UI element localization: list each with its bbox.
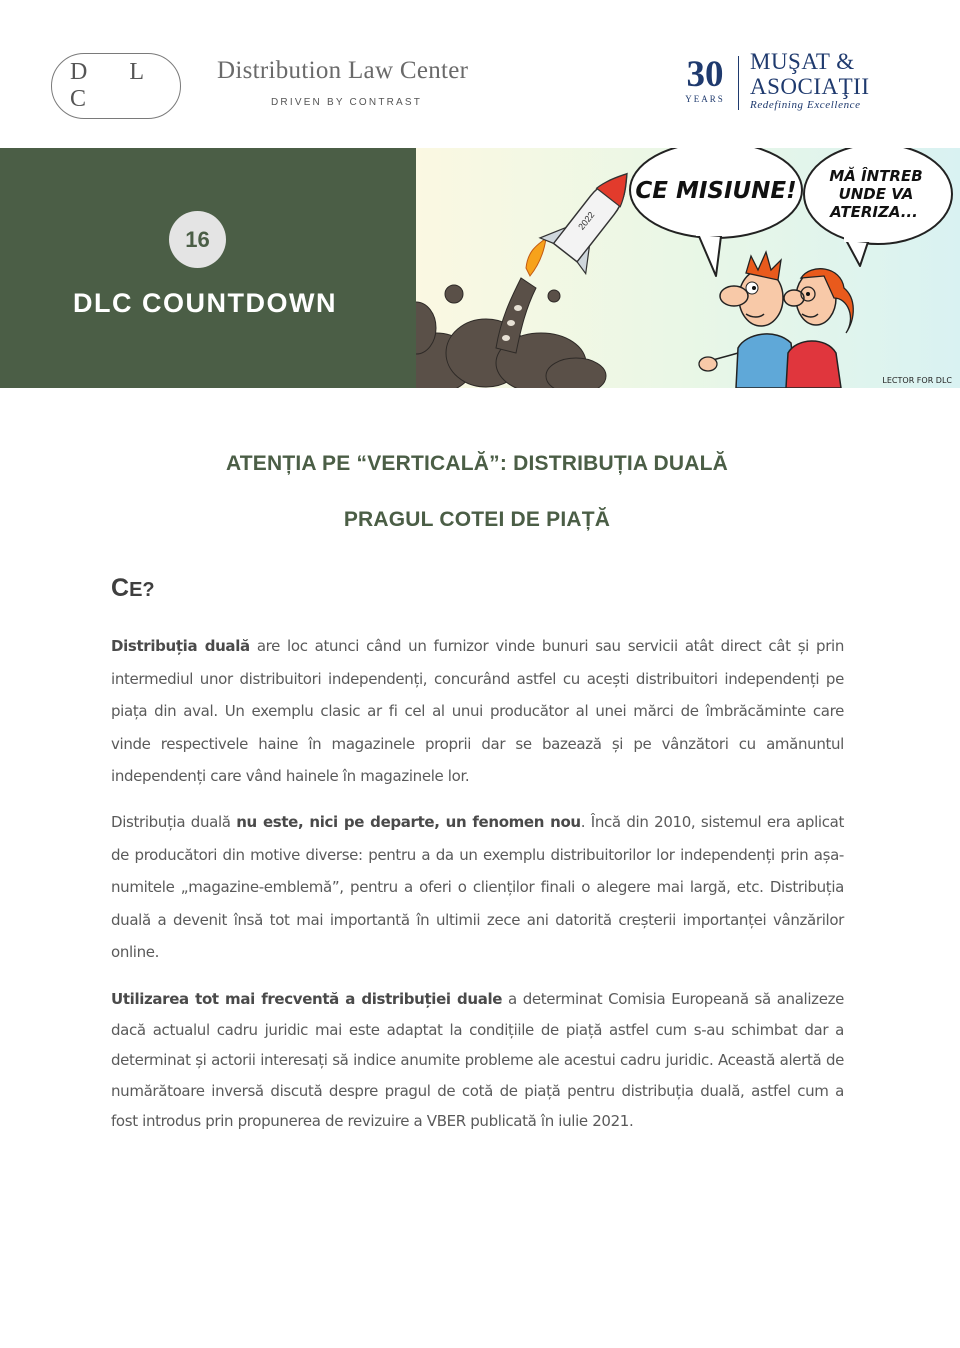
bubble-left-text: CE MISIUNE! [635, 178, 797, 204]
paragraph-3 [111, 984, 844, 1137]
paragraph-3-lead: Utilizarea tot mai frecventă a distribuției duale [111, 990, 503, 1008]
paragraph-1-text: are loc atunci când un furnizor vinde bunuri sau servicii atât direct cât și prin intermediul unor distribuitori independenți, concurând astfel cu acești distribuitori independenți pe piața din aval. Un exemplu clasic ar fi cel al unui producător al unei mărci de îmbrăcăminte care vinde respectivele haine în magazinele proprii dar se bazează și pe vânzători cu amănuntul independenți care vând hainele în magazinele lor. [111, 637, 844, 785]
dlc-tagline: DRIVEN BY CONTRAST [271, 97, 423, 108]
partner-name-line2: ASOCIAŢII [750, 74, 870, 99]
dlc-name: Distribution Law Center [217, 57, 469, 84]
section-heading-rest: E? [129, 579, 155, 601]
document-title-line2: PRAGUL COTEI DE PIAȚĂ [343, 508, 611, 531]
section-heading-first: C [111, 574, 130, 602]
paragraph-2-after: . Încă din 2010, sistemul era aplicat de producători din motive diverse: pentru a da un exemplu distribuitorilor lor independenți prin așa-numitele „magazine-emblemă”, pentru a oferi o clienților finali o alegere mai largă, etc. Distribuția duală a devenit însă tot mai importantă în ultimii zece ani datorită creșterii importanței vânzărilor online. [111, 813, 844, 961]
paragraph-2 [111, 806, 844, 969]
rocket-label: 2022 [576, 209, 597, 232]
paragraph-3-text: a determinat Comisia Europeană să analizeze dacă actualul cadru juridic mai este adaptat la condițiile de piață astfel cum s-au schimbat dar a determinat și actorii interesați să indice anumite probleme ale acestui cadru juridic. Această alertă de numărătoare inversă discută despre pragul de cotă de piață pentru distribuția duală, astfel cum a fost introdus prin propunerea de revizuire a VBER publicată în iulie 2021. [111, 990, 844, 1130]
paragraph-2-bold: nu este, nici pe departe, un fenomen nou [236, 813, 581, 831]
cartoon-illustration [416, 148, 960, 388]
partner-years-label: YEARS [685, 94, 725, 104]
page-header [0, 0, 960, 148]
bubble-right-line3: ATERIZA... [830, 203, 918, 221]
partner-slogan: Redefining Excellence [750, 99, 861, 111]
partner-anniversary-badge [682, 56, 728, 104]
countdown-number-badge: 16 [169, 211, 226, 268]
paragraph-2-before: Distribuția duală [111, 813, 237, 831]
partner-logo-divider [738, 56, 739, 110]
countdown-banner [0, 148, 416, 388]
partner-name-line1: MUŞAT & [750, 49, 855, 74]
series-title: DLC COUNTDOWN [73, 288, 337, 318]
paragraph-1-lead: Distribuția duală [111, 637, 250, 655]
paragraph-1 [111, 630, 844, 793]
section-heading [111, 574, 155, 603]
partner-logo [750, 49, 870, 111]
bubble-right-line2: UNDE VA [838, 185, 914, 203]
dlc-logo-letters: D L C [70, 59, 162, 112]
dlc-logo [51, 53, 181, 119]
partner-years-number: 30 [686, 54, 724, 95]
document-title-line1: ATENȚIA PE “VERTICALĂ”: DISTRIBUȚIA DUALĂ [225, 452, 729, 475]
bubble-right-line1: MĂ ÎNTREB [829, 167, 923, 185]
cartoon-credit: LECTOR FOR DLC [882, 376, 952, 385]
